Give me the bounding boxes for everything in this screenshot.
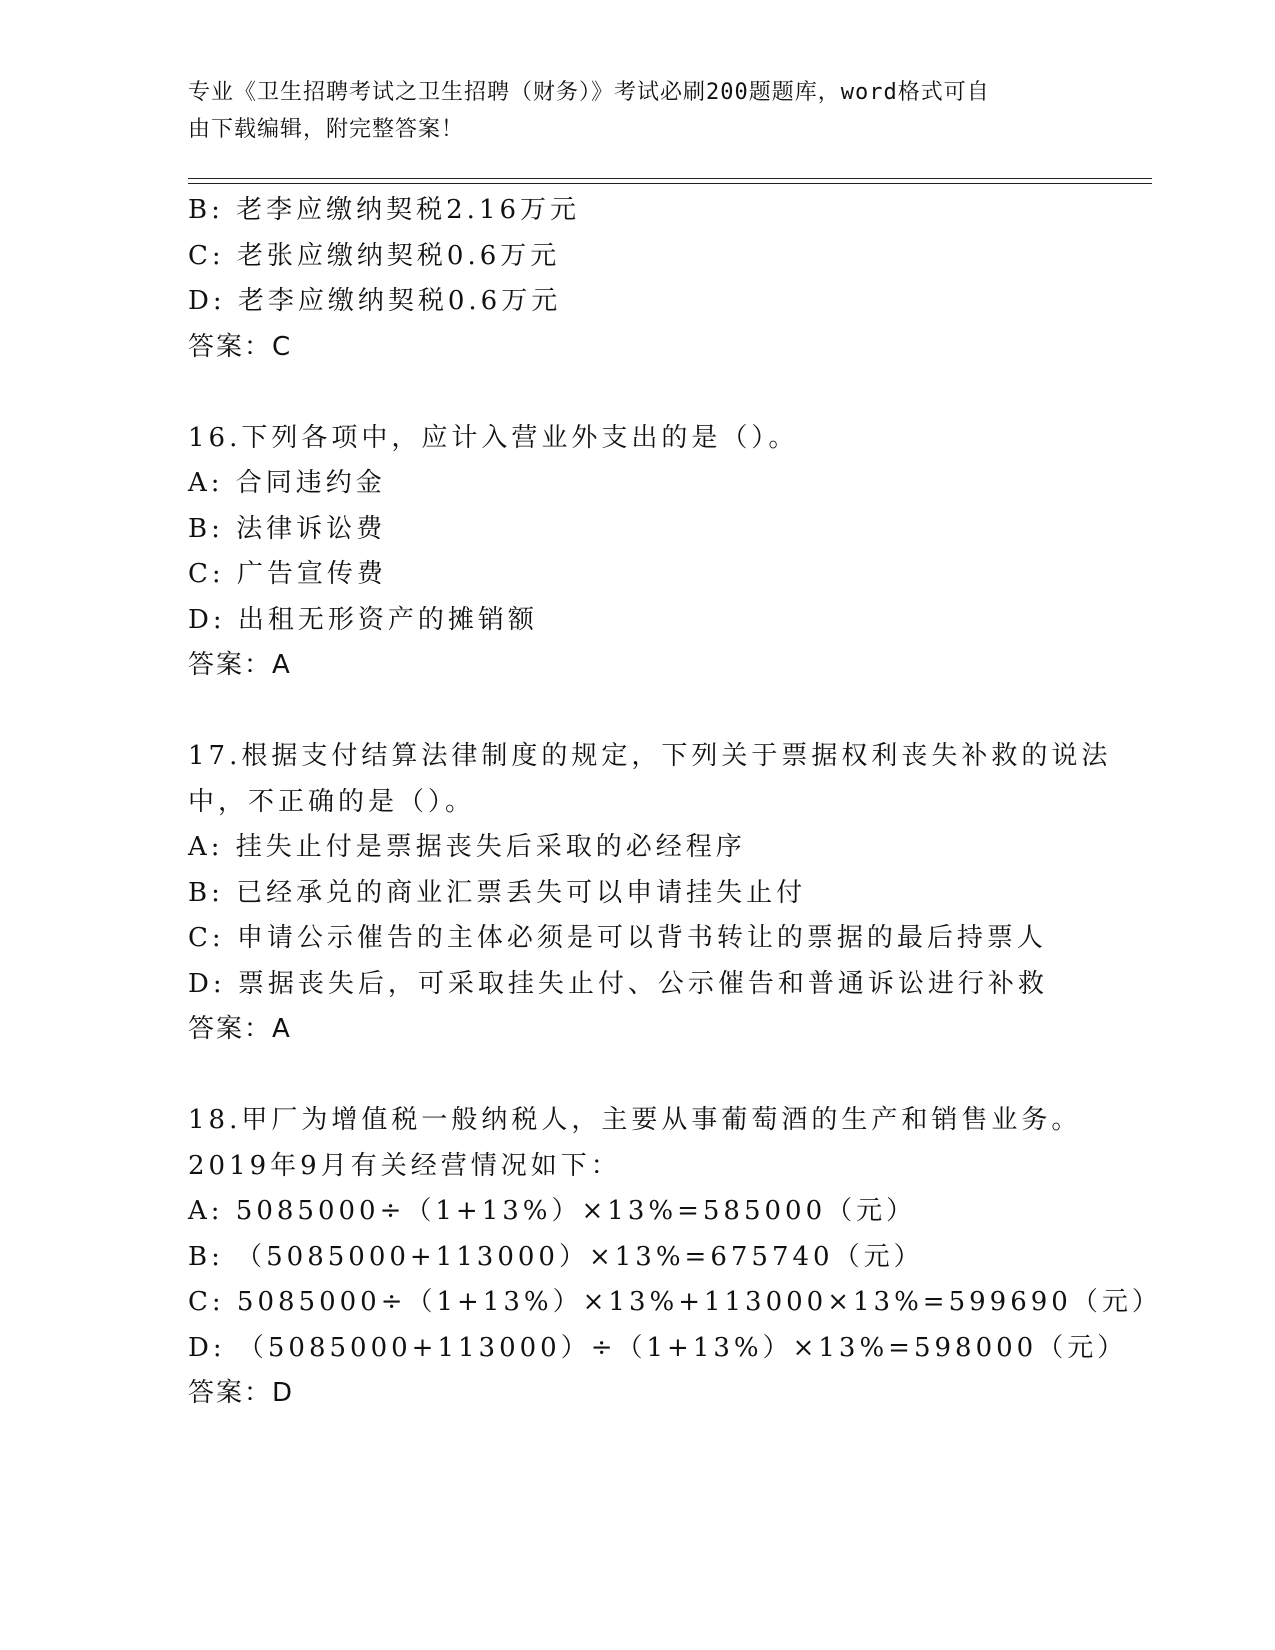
question-stem-continued: 2019年9月有关经营情况如下： (188, 1150, 621, 1181)
option-a: A: 5085000÷（1+13%）×13%=585000（元） (188, 1196, 917, 1226)
spacer (188, 370, 1108, 416)
option-d: D: 老李应缴纳契税0.6万元 (188, 286, 562, 316)
option-d: D: 票据丧失后，可采取挂失止付、公示催告和普通诉讼进行补救 (188, 968, 1048, 999)
document-header (188, 74, 1068, 148)
option-b: B: 已经承兑的商业汇票丢失可以申请挂失止付 (188, 877, 807, 908)
answer-label: 答案：A (188, 650, 292, 680)
option-d: D: （5085000+113000）÷（1+13%）×13%=598000（元） (188, 1332, 1128, 1363)
header-rule-top (188, 178, 1152, 179)
answer-label: 答案：A (188, 1014, 292, 1044)
option-b: B: （5085000+113000）×13%=675740（元） (188, 1241, 924, 1272)
question-stem: 17.根据支付结算法律制度的规定，下列关于票据权利丧失补救的说法 (188, 741, 1112, 771)
option-c: C: 老张应缴纳契税0.6万元 (188, 240, 561, 271)
question-stem: 16.下列各项中，应计入营业外支出的是（）。 (188, 422, 799, 453)
header-line-2: 由下载编辑，附完整答案！ (188, 117, 465, 142)
option-d: D: 出租无形资产的摊销额 (188, 604, 538, 635)
question-stem-continued: 中，不正确的是（）。 (188, 786, 476, 817)
option-b: B: 法律诉讼费 (188, 513, 387, 544)
spacer (188, 689, 1108, 735)
question-stem: 18.甲厂为增值税一般纳税人，主要从事葡萄酒的生产和销售业务。 (188, 1105, 1082, 1135)
header-line-1: 专业《卫生招聘考试之卫生招聘（财务）》考试必刷200题题库，word格式可自 (188, 80, 990, 105)
question-15-block (188, 188, 1108, 370)
question-16-block (188, 416, 1108, 689)
option-c: C: 5085000÷（1+13%）×13%+113000×13%=599690（元） (188, 1287, 1162, 1317)
option-a: A: 挂失止付是票据丧失后采取的必经程序 (188, 832, 746, 862)
answer-label: 答案：C (188, 331, 293, 362)
option-b: B: 老李应缴纳契税2.16万元 (188, 195, 581, 225)
spacer (188, 1053, 1108, 1099)
question-17-block (188, 734, 1112, 1053)
option-a: A: 合同违约金 (188, 468, 386, 498)
question-18-block (188, 1098, 1162, 1417)
question-content (188, 188, 1162, 1417)
option-c: C: 广告宣传费 (188, 559, 387, 589)
answer-label: 答案：D (188, 1378, 295, 1408)
header-rule-bottom (188, 183, 1152, 184)
option-c: C: 申请公示催告的主体必须是可以背书转让的票据的最后持票人 (188, 923, 1047, 953)
